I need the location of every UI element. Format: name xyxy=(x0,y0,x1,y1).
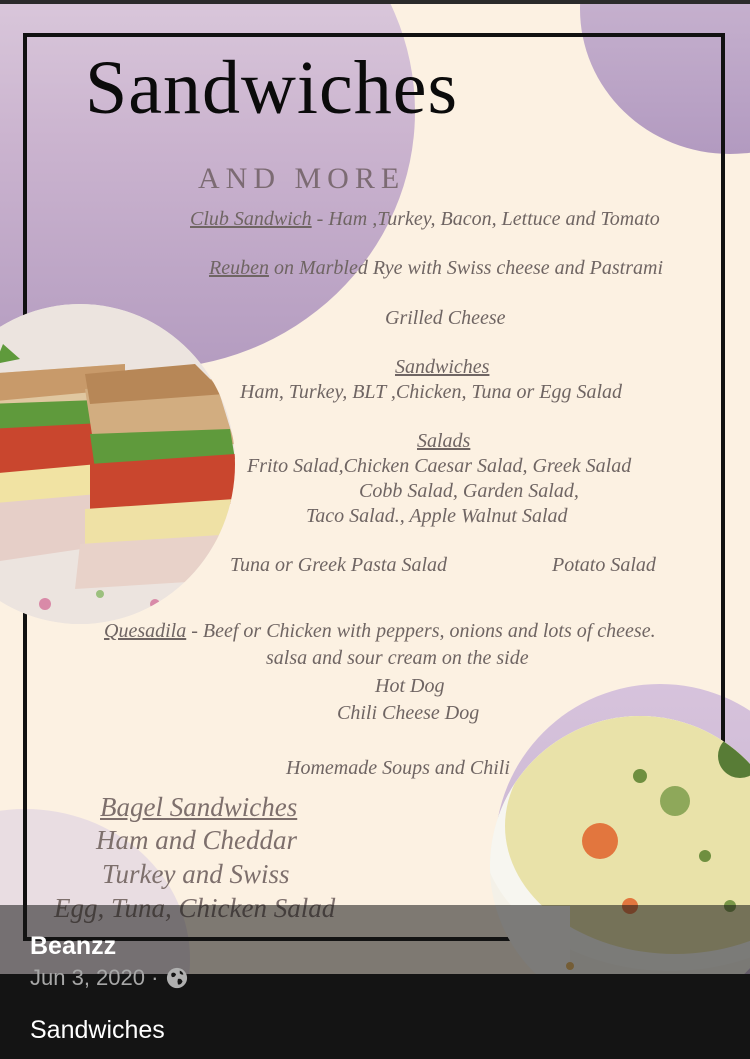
quesadila-line-2: salsa and sour cream on the side xyxy=(266,647,529,669)
bagel-heading-text: Bagel Sandwiches xyxy=(100,792,298,822)
reuben-name: Reuben xyxy=(209,257,269,279)
quesadila-line xyxy=(104,621,656,641)
club-sandwich-line xyxy=(190,209,660,229)
chili-cheese-dog: Chili Cheese Dog xyxy=(337,702,480,724)
bagel-item-1: Ham and Cheddar xyxy=(96,825,297,855)
menu-subtitle: AND MORE xyxy=(198,162,406,195)
reuben-line xyxy=(209,258,663,278)
menu-photo[interactable] xyxy=(0,4,750,974)
salads-heading-text: Salads xyxy=(417,430,471,452)
post-author[interactable]: Beanzz xyxy=(30,932,117,960)
salads-line-3: Taco Salad., Apple Walnut Salad xyxy=(306,505,568,527)
post-date[interactable]: Jun 3, 2020 · xyxy=(30,965,159,990)
potato-salad: Potato Salad xyxy=(552,554,656,576)
post-meta xyxy=(30,965,188,991)
sandwiches-heading xyxy=(395,357,489,377)
reuben-desc: on Marbled Rye with Swiss cheese and Pastrami xyxy=(268,257,664,279)
club-sandwich-desc: - Ham ,Turkey, Bacon, Lettuce and Tomato xyxy=(311,208,660,230)
pasta-salad: Tuna or Greek Pasta Salad xyxy=(230,554,448,576)
hot-dog: Hot Dog xyxy=(375,675,445,697)
post-caption: Sandwiches xyxy=(30,1016,165,1044)
grilled-cheese: Grilled Cheese xyxy=(385,307,506,329)
globe-icon[interactable] xyxy=(166,967,188,989)
menu-title: Sandwiches xyxy=(85,46,459,130)
salads-line-1: Frito Salad,Chicken Caesar Salad, Greek Salad xyxy=(247,455,632,477)
bagel-item-2: Turkey and Swiss xyxy=(102,859,290,889)
homemade-soups: Homemade Soups and Chili xyxy=(286,757,510,779)
salads-line-2: Cobb Salad, Garden Salad, xyxy=(359,480,579,502)
club-sandwich-name: Club Sandwich xyxy=(190,208,312,230)
salads-heading xyxy=(417,431,470,451)
quesadila-name: Quesadila xyxy=(104,620,187,642)
bagel-heading xyxy=(100,794,297,821)
quesadila-desc: - Beef or Chicken with peppers, onions and lots of cheese. xyxy=(186,620,656,642)
sandwiches-items: Ham, Turkey, BLT ,Chicken, Tuna or Egg Salad xyxy=(240,381,623,403)
sandwiches-heading-text: Sandwiches xyxy=(395,356,490,378)
